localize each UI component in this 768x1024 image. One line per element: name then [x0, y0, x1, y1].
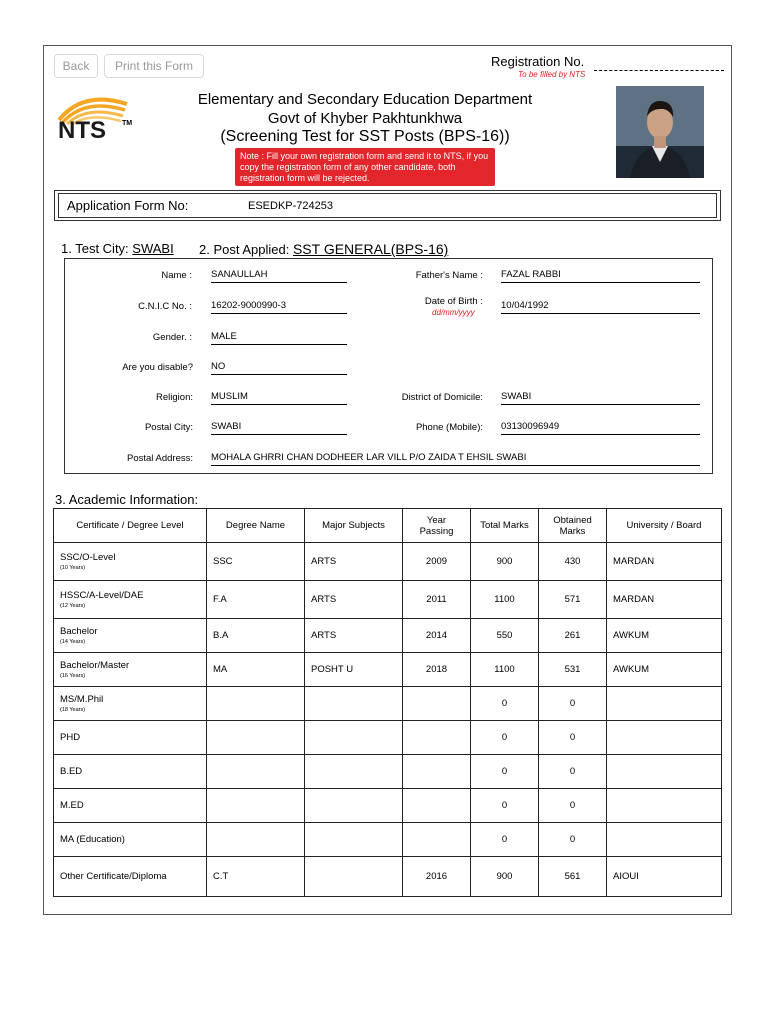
row-subjects — [305, 823, 403, 857]
header-degree-name: Degree Name — [207, 509, 305, 543]
table-row — [54, 581, 722, 619]
table-row — [54, 543, 722, 581]
row-year: 2016 — [403, 857, 471, 897]
post-applied-label: 2. Post Applied: — [199, 242, 293, 257]
phone-value: 03130096949 — [501, 421, 700, 435]
row-total: 900 — [471, 543, 539, 581]
row-level: PHD — [54, 721, 207, 755]
row-year: 2009 — [403, 543, 471, 581]
row-year: 2011 — [403, 581, 471, 619]
religion-label: Religion: — [156, 392, 193, 403]
row-degree — [207, 823, 305, 857]
row-year — [403, 755, 471, 789]
row-total: 0 — [471, 789, 539, 823]
table-row — [54, 721, 722, 755]
row-board: AWKUM — [607, 619, 722, 653]
row-subjects — [305, 755, 403, 789]
row-degree: C.T — [207, 857, 305, 897]
row-total: 0 — [471, 823, 539, 857]
test-city-value: SWABI — [132, 241, 174, 256]
row-total: 0 — [471, 721, 539, 755]
application-form-label: Application Form No: — [67, 198, 189, 213]
postal-city-value: SWABI — [211, 421, 347, 435]
row-level: M.ED — [54, 789, 207, 823]
row-level: B.ED — [54, 755, 207, 789]
row-board — [607, 789, 722, 823]
row-level: MA (Education) — [54, 823, 207, 857]
academic-info-heading: 3. Academic Information: — [55, 492, 199, 507]
father-name-value: FAZAL RABBI — [501, 269, 700, 283]
row-board — [607, 687, 722, 721]
warning-note: Note : Fill your own registration form and send it to NTS, if you copy the registration form of any other candidate, both registration form will be rejected. — [235, 148, 495, 186]
test-city-label: 1. Test City: — [61, 241, 133, 256]
row-obtained: 571 — [539, 581, 607, 619]
header-major-subjects: Major Subjects — [305, 509, 403, 543]
table-row — [54, 789, 722, 823]
row-obtained: 0 — [539, 789, 607, 823]
row-degree — [207, 721, 305, 755]
header-university-board: University / Board — [607, 509, 722, 543]
header-line-3: (Screening Test for SST Posts (BPS-16)) — [220, 128, 510, 145]
name-label: Name : — [161, 270, 192, 281]
header-obtained-marks: Obtained Marks — [539, 509, 607, 543]
header-total-marks: Total Marks — [471, 509, 539, 543]
dob-value: 10/04/1992 — [501, 300, 700, 314]
row-degree — [207, 789, 305, 823]
row-board — [607, 721, 722, 755]
row-year — [403, 823, 471, 857]
post-applied-value: SST GENERAL(BPS-16) — [292, 241, 449, 257]
post-applied-section — [199, 241, 448, 257]
domicile-value: SWABI — [501, 391, 700, 405]
back-button[interactable]: Back — [54, 54, 98, 78]
row-total: 1100 — [471, 653, 539, 687]
row-obtained: 0 — [539, 687, 607, 721]
row-total: 1100 — [471, 581, 539, 619]
row-subjects: ARTS — [305, 619, 403, 653]
header-line-1: Elementary and Secondary Education Department — [197, 91, 533, 108]
row-obtained: 561 — [539, 857, 607, 897]
row-obtained: 0 — [539, 721, 607, 755]
registration-label: Registration No. — [491, 54, 585, 69]
registration-note: To be filled by NTS — [518, 70, 586, 79]
row-degree: SSC — [207, 543, 305, 581]
cnic-value: 16202-9000990-3 — [211, 300, 347, 314]
nts-logo-tm: TM — [122, 120, 133, 127]
test-city-section — [61, 241, 174, 256]
header-year-passing: Year Passing — [403, 509, 471, 543]
application-form-value: ESEDKP-724253 — [248, 200, 333, 212]
nts-logo-text: NTS — [58, 117, 106, 144]
academic-header-row — [54, 509, 722, 543]
row-board — [607, 755, 722, 789]
row-level: Other Certificate/Diploma — [54, 857, 207, 897]
gender-value: MALE — [211, 331, 347, 345]
row-total: 900 — [471, 857, 539, 897]
row-level: MS/M.Phil (18 Years) — [54, 687, 207, 721]
row-year — [403, 687, 471, 721]
table-row — [54, 619, 722, 653]
row-total: 0 — [471, 687, 539, 721]
postal-address-label: Postal Address: — [126, 453, 193, 464]
row-obtained: 531 — [539, 653, 607, 687]
row-year — [403, 721, 471, 755]
row-level: Bachelor (14 Years) — [54, 619, 207, 653]
name-value: SANAULLAH — [211, 269, 347, 283]
cnic-label: C.N.I.C No. : — [138, 301, 192, 312]
row-degree: F.A — [207, 581, 305, 619]
row-level: Bachelor/Master (16 Years) — [54, 653, 207, 687]
header-certificate: Certificate / Degree Level — [54, 509, 207, 543]
father-name-label: Father's Name : — [415, 270, 483, 281]
row-subjects: POSHT U — [305, 653, 403, 687]
academic-table — [53, 508, 722, 897]
row-total: 550 — [471, 619, 539, 653]
row-degree: MA — [207, 653, 305, 687]
row-subjects — [305, 857, 403, 897]
domicile-label: District of Domicile: — [401, 392, 483, 403]
row-subjects: ARTS — [305, 543, 403, 581]
row-obtained: 261 — [539, 619, 607, 653]
row-board: AWKUM — [607, 653, 722, 687]
table-row — [54, 857, 722, 897]
disability-label: Are you disable? — [122, 362, 193, 373]
row-subjects — [305, 687, 403, 721]
row-degree: B.A — [207, 619, 305, 653]
table-row — [54, 653, 722, 687]
table-row — [54, 755, 722, 789]
candidate-photo — [616, 86, 704, 178]
row-obtained: 430 — [539, 543, 607, 581]
disability-value: NO — [211, 361, 347, 375]
row-subjects — [305, 721, 403, 755]
row-year: 2014 — [403, 619, 471, 653]
table-row — [54, 687, 722, 721]
row-total: 0 — [471, 755, 539, 789]
table-row — [54, 823, 722, 857]
postal-city-label: Postal City: — [144, 422, 193, 433]
row-year: 2018 — [403, 653, 471, 687]
row-level: HSSC/A-Level/DAE (12 Years) — [54, 581, 207, 619]
phone-label: Phone (Mobile): — [415, 422, 483, 433]
row-obtained: 0 — [539, 823, 607, 857]
dob-label: Date of Birth : — [424, 296, 483, 307]
row-board: AIOUI — [607, 857, 722, 897]
row-board: MARDAN — [607, 581, 722, 619]
row-level: SSC/O-Level (10 Years) — [54, 543, 207, 581]
gender-label: Gender. : — [152, 332, 192, 343]
row-subjects: ARTS — [305, 581, 403, 619]
row-degree — [207, 687, 305, 721]
row-board — [607, 823, 722, 857]
dob-format: dd/mm/yyyy — [432, 308, 475, 317]
row-subjects — [305, 789, 403, 823]
row-degree — [207, 755, 305, 789]
print-form-button[interactable]: Print this Form — [104, 54, 204, 78]
registration-line — [594, 70, 724, 71]
row-year — [403, 789, 471, 823]
religion-value: MUSLIM — [211, 391, 347, 405]
row-obtained: 0 — [539, 755, 607, 789]
header-line-2: Govt of Khyber Pakhtunkhwa — [267, 110, 463, 127]
postal-address-value: MOHALA GHRRI CHAN DODHEER LAR VILL P/O ZAIDA T EHSIL SWABI — [211, 452, 700, 466]
row-board: MARDAN — [607, 543, 722, 581]
